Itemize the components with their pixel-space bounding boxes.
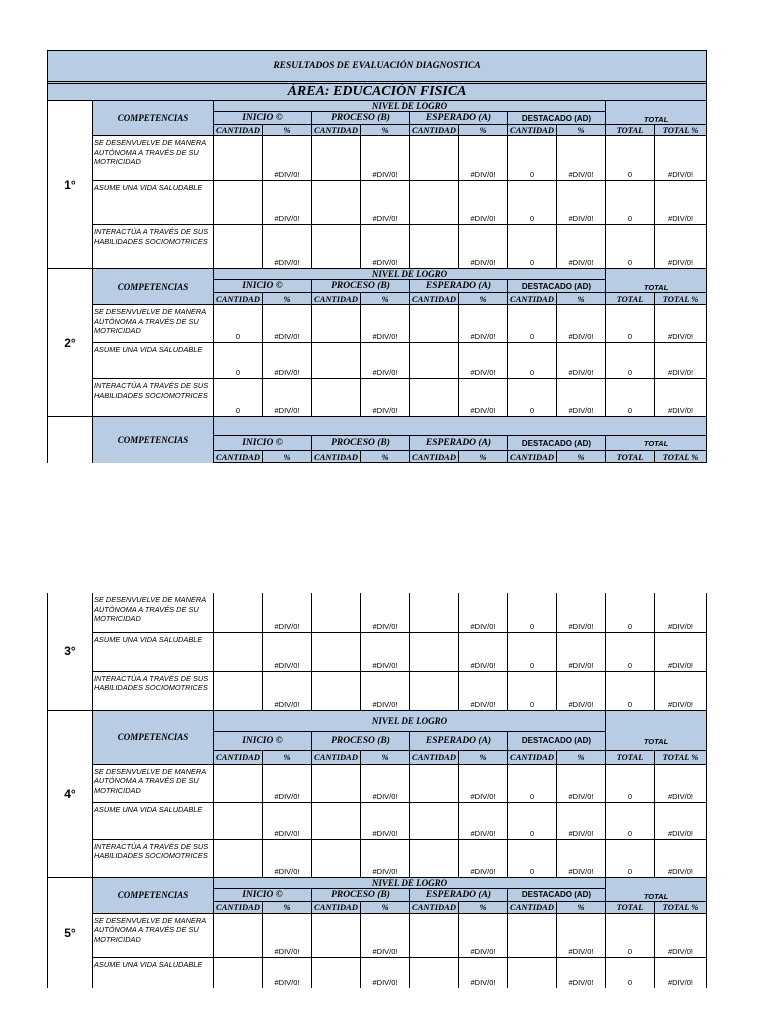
cell[interactable]: #DIV/0!	[361, 764, 410, 802]
pct-header: %	[361, 901, 410, 913]
cell[interactable]: #DIV/0!	[557, 802, 606, 839]
grade-label: 3°	[48, 593, 93, 710]
competencia-name: SE DESENVUELVE DE MANERA AUTÓNOMA A TRAVÉS DE SU MOTRICIDAD	[93, 593, 214, 632]
cell[interactable]: #DIV/0!	[459, 839, 508, 877]
cantidad-header: CANTIDAD	[214, 901, 263, 913]
cell[interactable]: #DIV/0!	[557, 632, 606, 671]
grade-cell	[48, 417, 93, 463]
cell[interactable]: #DIV/0!	[557, 671, 606, 710]
cell[interactable]: #DIV/0!	[655, 632, 707, 671]
inicio-header: INICIO ©	[214, 280, 312, 293]
destacado-header: DESTACADO (AD)	[508, 436, 606, 451]
competencia-name: ASUME UNA VIDA SALUDABLE	[93, 343, 214, 379]
cell[interactable]	[214, 839, 263, 877]
pct-header: %	[361, 125, 410, 136]
cell[interactable]	[410, 379, 459, 417]
table-row	[48, 632, 707, 671]
cell[interactable]: 0	[606, 379, 655, 417]
esperado-header: ESPERADO (A)	[410, 112, 508, 125]
pct-header: %	[459, 293, 508, 305]
cell[interactable]	[312, 379, 361, 417]
cell[interactable]: #DIV/0!	[459, 671, 508, 710]
cell[interactable]	[312, 671, 361, 710]
cell[interactable]	[410, 632, 459, 671]
cell[interactable]: #DIV/0!	[263, 957, 312, 988]
grade-label: 5°	[48, 877, 93, 988]
cell[interactable]: #DIV/0!	[655, 957, 707, 988]
inicio-header: INICIO ©	[214, 436, 312, 451]
cell[interactable]	[214, 764, 263, 802]
cantidad-header: CANTIDAD	[312, 750, 361, 764]
cell[interactable]: #DIV/0!	[557, 839, 606, 877]
cantidad-header: CANTIDAD	[312, 451, 361, 463]
cell[interactable]: #DIV/0!	[263, 305, 312, 343]
cell[interactable]: 0	[606, 225, 655, 269]
cell[interactable]: #DIV/0!	[557, 225, 606, 269]
cantidad-header: CANTIDAD	[410, 293, 459, 305]
inicio-header: INICIO ©	[214, 731, 312, 750]
cell[interactable]	[214, 593, 263, 632]
cell[interactable]: 0	[606, 671, 655, 710]
competencia-name: INTERACTÚA A TRAVÉS DE SUS HABILIDADES SOCIOMOTRICES	[93, 839, 214, 877]
cell[interactable]	[508, 957, 557, 988]
cell[interactable]: #DIV/0!	[655, 136, 707, 181]
cantidad-header: CANTIDAD	[410, 125, 459, 136]
proceso-header: PROCESO (B)	[312, 888, 410, 901]
cell[interactable]: 0	[508, 305, 557, 343]
cell[interactable]: 0	[214, 379, 263, 417]
grade-label: 1°	[48, 101, 93, 269]
cell[interactable]: 0	[606, 957, 655, 988]
cell[interactable]	[214, 913, 263, 957]
total-col-header: TOTAL	[606, 293, 655, 305]
cell[interactable]: #DIV/0!	[263, 593, 312, 632]
pct-header: %	[459, 125, 508, 136]
table-row	[48, 136, 707, 181]
inicio-header: INICIO ©	[214, 888, 312, 901]
cell[interactable]: 0	[508, 632, 557, 671]
cell[interactable]: #DIV/0!	[361, 839, 410, 877]
cell[interactable]: #DIV/0!	[655, 379, 707, 417]
total-pct-header: TOTAL %	[655, 901, 707, 913]
cell[interactable]	[214, 632, 263, 671]
competencias-header: COMPETENCIAS	[93, 101, 214, 136]
cell[interactable]: #DIV/0!	[263, 632, 312, 671]
cantidad-header: CANTIDAD	[214, 293, 263, 305]
cell[interactable]	[410, 181, 459, 225]
cell[interactable]	[410, 802, 459, 839]
cell[interactable]: #DIV/0!	[263, 764, 312, 802]
cell[interactable]: #DIV/0!	[459, 379, 508, 417]
table-row	[48, 913, 707, 957]
pct-header: %	[557, 750, 606, 764]
table-row	[48, 379, 707, 417]
cantidad-header: CANTIDAD	[214, 451, 263, 463]
table-row	[48, 671, 707, 710]
grade-label: 4°	[48, 710, 93, 877]
cell[interactable]: #DIV/0!	[263, 671, 312, 710]
cell[interactable]	[410, 957, 459, 988]
cell[interactable]	[410, 913, 459, 957]
pct-header: %	[361, 293, 410, 305]
cell[interactable]	[214, 181, 263, 225]
cell[interactable]: #DIV/0!	[655, 913, 707, 957]
cantidad-header: CANTIDAD	[214, 125, 263, 136]
competencia-name: SE DESENVUELVE DE MANERA AUTÓNOMA A TRAVÉS DE SU MOTRICIDAD	[93, 764, 214, 802]
cell[interactable]: #DIV/0!	[459, 957, 508, 988]
nivel-de-logro-blank	[214, 417, 707, 436]
cell[interactable]: #DIV/0!	[557, 913, 606, 957]
cell[interactable]	[508, 913, 557, 957]
cell[interactable]: #DIV/0!	[459, 343, 508, 379]
pct-header: %	[557, 293, 606, 305]
total-col-header: TOTAL	[606, 750, 655, 764]
total-col-header: TOTAL	[606, 901, 655, 913]
cell[interactable]: 0	[606, 839, 655, 877]
cell[interactable]: 0	[508, 225, 557, 269]
nivel-de-logro-header: NIVEL DE LOGRO	[214, 710, 606, 731]
cell[interactable]: #DIV/0!	[459, 181, 508, 225]
table-row	[48, 593, 707, 632]
total-pct-header: TOTAL %	[655, 750, 707, 764]
proceso-header: PROCESO (B)	[312, 280, 410, 293]
cell[interactable]: #DIV/0!	[361, 305, 410, 343]
competencia-name: ASUME UNA VIDA SALUDABLE	[93, 632, 214, 671]
cell[interactable]: #DIV/0!	[263, 913, 312, 957]
cell[interactable]: #DIV/0!	[361, 379, 410, 417]
proceso-header: PROCESO (B)	[312, 112, 410, 125]
cell[interactable]	[410, 593, 459, 632]
total-pct-header: TOTAL %	[655, 293, 707, 305]
cell[interactable]: 0	[508, 802, 557, 839]
nivel-de-logro-header: NIVEL DE LOGRO	[214, 269, 606, 280]
cell[interactable]: 0	[606, 913, 655, 957]
competencias-header: COMPETENCIAS	[93, 417, 214, 463]
cell[interactable]	[214, 136, 263, 181]
cell[interactable]: 0	[508, 181, 557, 225]
cell[interactable]: #DIV/0!	[655, 671, 707, 710]
cell[interactable]	[312, 225, 361, 269]
cell[interactable]: #DIV/0!	[557, 379, 606, 417]
cantidad-header: CANTIDAD	[410, 750, 459, 764]
cell[interactable]: #DIV/0!	[361, 136, 410, 181]
competencia-name: SE DESENVUELVE DE MANERA AUTÓNOMA A TRAVÉS DE SU MOTRICIDAD	[93, 136, 214, 181]
pct-header: %	[557, 901, 606, 913]
cell[interactable]: 0	[508, 593, 557, 632]
competencia-name: INTERACTÚA A TRAVÉS DE SUS HABILIDADES SOCIOMOTRICES	[93, 671, 214, 710]
cell[interactable]: 0	[606, 305, 655, 343]
cell[interactable]: #DIV/0!	[361, 181, 410, 225]
cell[interactable]: #DIV/0!	[557, 181, 606, 225]
pct-header: %	[459, 750, 508, 764]
pct-header: %	[557, 125, 606, 136]
cell[interactable]: #DIV/0!	[655, 839, 707, 877]
cell[interactable]: #DIV/0!	[459, 225, 508, 269]
nivel-de-logro-header: NIVEL DE LOGRO	[214, 877, 606, 888]
cell[interactable]: #DIV/0!	[557, 957, 606, 988]
cell[interactable]: 0	[606, 764, 655, 802]
cell[interactable]: 0	[508, 839, 557, 877]
cell[interactable]: 0	[606, 802, 655, 839]
cell[interactable]: 0	[508, 379, 557, 417]
cell[interactable]	[214, 957, 263, 988]
cell[interactable]: #DIV/0!	[459, 593, 508, 632]
cell[interactable]	[214, 671, 263, 710]
total-col-header: TOTAL	[606, 451, 655, 463]
cell[interactable]: #DIV/0!	[655, 593, 707, 632]
competencia-name: SE DESENVUELVE DE MANERA AUTÓNOMA A TRAVÉS DE SU MOTRICIDAD	[93, 305, 214, 343]
competencia-name: ASUME UNA VIDA SALUDABLE	[93, 802, 214, 839]
cell[interactable]: 0	[606, 593, 655, 632]
cell[interactable]: #DIV/0!	[263, 225, 312, 269]
cell[interactable]	[312, 839, 361, 877]
cell[interactable]: #DIV/0!	[655, 764, 707, 802]
cell[interactable]	[410, 305, 459, 343]
cell[interactable]: #DIV/0!	[263, 379, 312, 417]
cell[interactable]: #DIV/0!	[655, 343, 707, 379]
cell[interactable]: #DIV/0!	[459, 136, 508, 181]
competencia-name: INTERACTÚA A TRAVÉS DE SUS HABILIDADES SOCIOMOTRICES	[93, 225, 214, 269]
cell[interactable]	[312, 764, 361, 802]
destacado-header: DESTACADO (AD)	[508, 280, 606, 293]
cell[interactable]: #DIV/0!	[459, 764, 508, 802]
cell[interactable]: #DIV/0!	[361, 632, 410, 671]
cell[interactable]	[214, 802, 263, 839]
cell[interactable]: 0	[508, 343, 557, 379]
inicio-header: INICIO ©	[214, 112, 312, 125]
cell[interactable]: 0	[606, 181, 655, 225]
proceso-header: PROCESO (B)	[312, 731, 410, 750]
pct-header: %	[263, 293, 312, 305]
cell[interactable]: 0	[606, 632, 655, 671]
esperado-header: ESPERADO (A)	[410, 888, 508, 901]
cell[interactable]: #DIV/0!	[655, 802, 707, 839]
cell[interactable]: #DIV/0!	[263, 343, 312, 379]
cell[interactable]: #DIV/0!	[361, 225, 410, 269]
cell[interactable]: #DIV/0!	[557, 305, 606, 343]
cell[interactable]: 0	[606, 343, 655, 379]
cantidad-header: CANTIDAD	[508, 750, 557, 764]
pct-header: %	[263, 125, 312, 136]
total-header: TOTAL	[606, 436, 707, 451]
pct-header: %	[263, 750, 312, 764]
cantidad-header: CANTIDAD	[312, 125, 361, 136]
pct-header: %	[361, 451, 410, 463]
total-header: TOTAL	[606, 101, 707, 125]
cell[interactable]	[312, 343, 361, 379]
cell[interactable]: #DIV/0!	[263, 181, 312, 225]
cell[interactable]: #DIV/0!	[459, 632, 508, 671]
cell[interactable]	[312, 136, 361, 181]
cell[interactable]: 0	[508, 764, 557, 802]
report-title: RESULTADOS DE EVALUACIÓN DIAGNOSTICA	[48, 51, 707, 82]
cell[interactable]: #DIV/0!	[557, 343, 606, 379]
cell[interactable]: #DIV/0!	[361, 957, 410, 988]
proceso-header: PROCESO (B)	[312, 436, 410, 451]
cantidad-header: CANTIDAD	[508, 125, 557, 136]
cell[interactable]: #DIV/0!	[655, 181, 707, 225]
total-header: TOTAL	[606, 710, 707, 750]
pct-header: %	[263, 451, 312, 463]
table-row	[48, 957, 707, 988]
cell[interactable]: #DIV/0!	[655, 305, 707, 343]
destacado-header: DESTACADO (AD)	[508, 731, 606, 750]
results-table-page-2	[47, 593, 707, 988]
table-row	[48, 343, 707, 379]
cell[interactable]: #DIV/0!	[361, 343, 410, 379]
cell[interactable]: #DIV/0!	[459, 913, 508, 957]
cell[interactable]: #DIV/0!	[263, 802, 312, 839]
total-pct-header: TOTAL %	[655, 451, 707, 463]
cell[interactable]: #DIV/0!	[557, 136, 606, 181]
cantidad-header: CANTIDAD	[410, 451, 459, 463]
competencia-name: ASUME UNA VIDA SALUDABLE	[93, 181, 214, 225]
cell[interactable]: #DIV/0!	[557, 764, 606, 802]
sheet-page-2	[47, 593, 706, 1003]
table-row	[48, 802, 707, 839]
cell[interactable]: #DIV/0!	[361, 913, 410, 957]
pct-header: %	[459, 451, 508, 463]
cell[interactable]	[410, 671, 459, 710]
pct-header: %	[557, 451, 606, 463]
total-col-header: TOTAL	[606, 125, 655, 136]
cell[interactable]: 0	[214, 343, 263, 379]
cantidad-header: CANTIDAD	[508, 901, 557, 913]
table-row	[48, 305, 707, 343]
table-row	[48, 764, 707, 802]
area-title: ÁREA: EDUCACIÓN FISICA	[48, 84, 707, 101]
cell[interactable]	[312, 181, 361, 225]
esperado-header: ESPERADO (A)	[410, 436, 508, 451]
cell[interactable]	[312, 593, 361, 632]
cantidad-header: CANTIDAD	[312, 293, 361, 305]
cell[interactable]: #DIV/0!	[263, 839, 312, 877]
cantidad-header: CANTIDAD	[312, 901, 361, 913]
pct-header: %	[263, 901, 312, 913]
cell[interactable]: #DIV/0!	[459, 802, 508, 839]
cell[interactable]	[410, 225, 459, 269]
results-table-page-1	[47, 50, 707, 463]
cell[interactable]: #DIV/0!	[655, 225, 707, 269]
cell[interactable]: 0	[508, 671, 557, 710]
total-header: TOTAL	[606, 269, 707, 293]
cell[interactable]	[214, 225, 263, 269]
cantidad-header: CANTIDAD	[508, 451, 557, 463]
cell[interactable]	[410, 839, 459, 877]
competencias-header: COMPETENCIAS	[93, 269, 214, 305]
total-header: TOTAL	[606, 877, 707, 901]
esperado-header: ESPERADO (A)	[410, 731, 508, 750]
cell[interactable]: 0	[606, 136, 655, 181]
cell[interactable]	[312, 305, 361, 343]
cell[interactable]	[312, 802, 361, 839]
nivel-de-logro-header: NIVEL DE LOGRO	[214, 101, 606, 112]
cell[interactable]: 0	[508, 136, 557, 181]
cell[interactable]	[312, 913, 361, 957]
cell[interactable]: #DIV/0!	[361, 593, 410, 632]
table-row	[48, 181, 707, 225]
destacado-header: DESTACADO (AD)	[508, 112, 606, 125]
grade-label: 2°	[48, 269, 93, 417]
sheet-page-1	[47, 50, 706, 479]
destacado-header: DESTACADO (AD)	[508, 888, 606, 901]
cell[interactable]: #DIV/0!	[557, 593, 606, 632]
cell[interactable]: #DIV/0!	[459, 305, 508, 343]
pct-header: %	[361, 750, 410, 764]
competencias-header: COMPETENCIAS	[93, 710, 214, 764]
pct-header: %	[459, 901, 508, 913]
cell[interactable]: #DIV/0!	[263, 136, 312, 181]
cantidad-header: CANTIDAD	[508, 293, 557, 305]
esperado-header: ESPERADO (A)	[410, 280, 508, 293]
competencias-header: COMPETENCIAS	[93, 877, 214, 913]
cell[interactable]	[312, 632, 361, 671]
cell[interactable]	[410, 343, 459, 379]
cell[interactable]	[410, 136, 459, 181]
cell[interactable]: 0	[214, 305, 263, 343]
total-pct-header: TOTAL %	[655, 125, 707, 136]
competencia-name: ASUME UNA VIDA SALUDABLE	[93, 957, 214, 988]
cell[interactable]	[312, 957, 361, 988]
cantidad-header: CANTIDAD	[214, 750, 263, 764]
table-row	[48, 225, 707, 269]
table-row	[48, 839, 707, 877]
cell[interactable]: #DIV/0!	[361, 802, 410, 839]
cell[interactable]: #DIV/0!	[361, 671, 410, 710]
cantidad-header: CANTIDAD	[410, 901, 459, 913]
competencia-name: INTERACTÚA A TRAVÉS DE SUS HABILIDADES SOCIOMOTRICES	[93, 379, 214, 417]
cell[interactable]	[410, 764, 459, 802]
competencia-name: SE DESENVUELVE DE MANERA AUTÓNOMA A TRAVÉS DE SU MOTRICIDAD	[93, 913, 214, 957]
